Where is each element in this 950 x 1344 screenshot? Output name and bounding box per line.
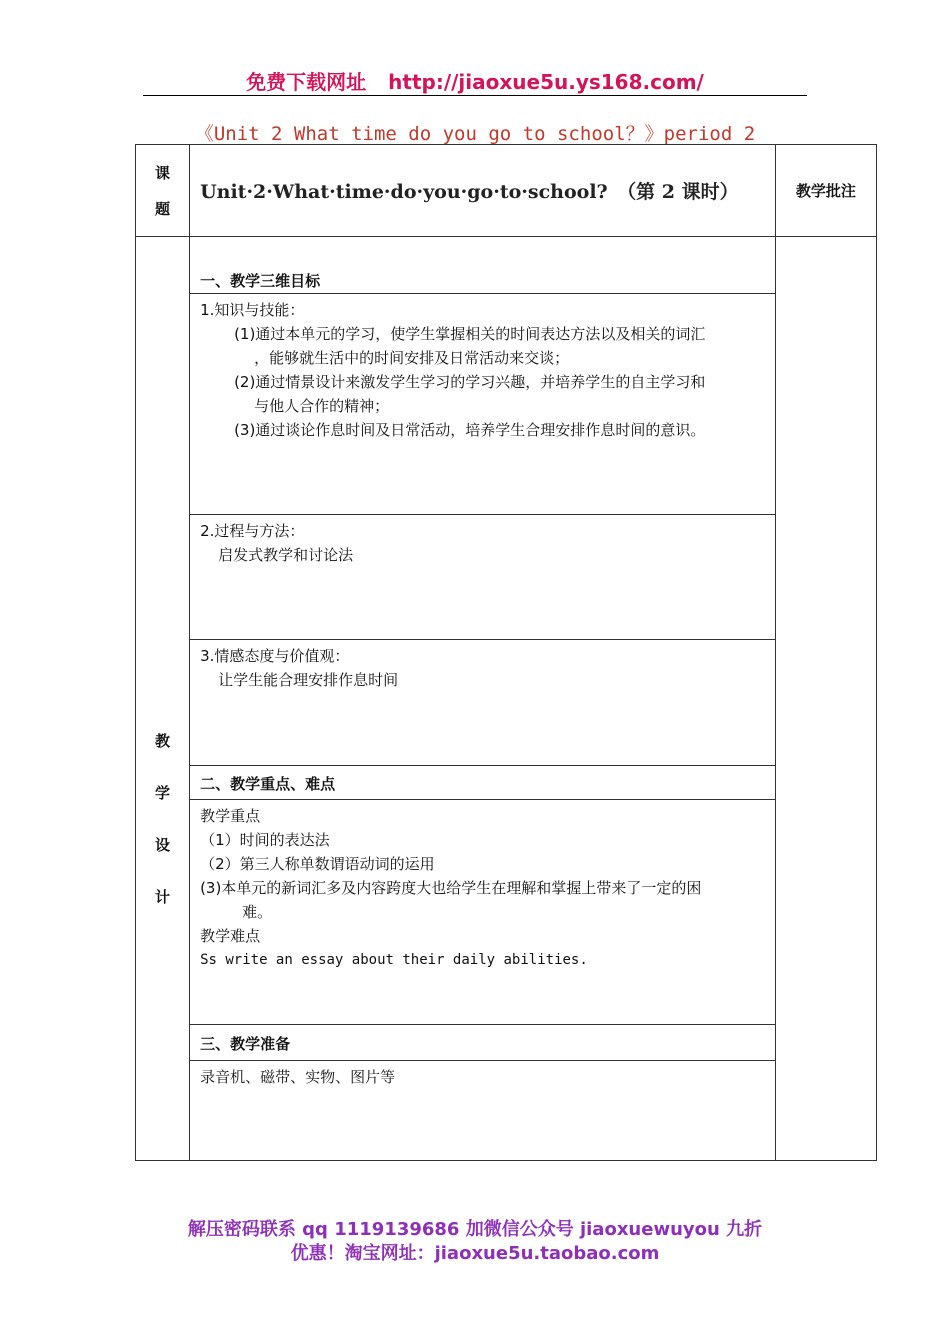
section-preparation-heading: 三、教学准备 [190,1025,776,1061]
knowledge-skills-title: 1.知识与技能： [200,301,305,319]
process-methods-text: 启发式教学和讨论法 [218,546,354,564]
footer-line-1: 解压密码联系 qq 1119139686 加微信公众号 jiaoxuewuyou 九折 [187,1219,763,1240]
knowledge-item-1-text: (1)通过本单元的学习，使学生掌握相关的时间表达方法以及相关的词汇 [234,325,706,343]
key-item-3-cont: 难。 [242,903,273,921]
attitude-values-text: 让学生能合理安排作息时间 [218,671,399,689]
topic-label-char-2: 题 [155,199,171,218]
knowledge-item-2-cont: 与他人合作的精神； [254,397,390,415]
keypoints-cell [190,800,776,1025]
key-item-1: （1）时间的表达法 [200,831,330,849]
download-label: 免费下载网址 [246,70,367,94]
knowledge-skills-cell [190,294,776,515]
course-title: Unit·2·What·time·do·you·go·to·school? （第 2 课时） [190,145,776,237]
difficulty-text: Ss write an essay about their daily abilities. [200,952,588,968]
lesson-plan-table [135,144,877,1161]
design-label-char-3: 设 [155,835,171,854]
key-points-label: 教学重点 [200,807,261,825]
preparation-cell [190,1061,776,1161]
key-item-3-text: (3)本单元的新词汇多及内容跨度大也给学生在理解和掌握上带来了一定的困 [200,879,702,897]
section-objectives-heading: 一、教学三维目标 [190,237,776,294]
annotation-column [775,237,876,1161]
document-title: 《Unit 2 What time do you go to school？》period 2 [194,123,756,145]
attitude-values-title: 3.情感态度与价值观： [200,647,350,665]
topic-label-char-1: 课 [155,163,171,182]
footer-line-2: 优惠！淘宝网址：jiaoxue5u.taobao.com [290,1243,660,1264]
download-header [0,66,950,95]
key-item-3 [200,876,765,924]
design-label-char-1: 教 [155,731,171,750]
knowledge-item-1-cont: ，能够就生活中的时间安排及日常活动来交谈； [254,349,570,367]
knowledge-item-2-text: (2)通过情景设计来激发学生学习的学习兴趣，并培养学生的自主学习和 [234,373,706,391]
knowledge-item-3 [200,418,765,442]
download-url-link[interactable]: http://jiaoxue5u.ys168.com/ [388,70,704,94]
section-keypoints-heading: 二、教学重点、难点 [190,766,776,800]
knowledge-item-1 [200,322,765,370]
process-methods-cell [190,515,776,640]
knowledge-item-3-text: (3)通过谈论作息时间及日常活动，培养学生合理安排作息时间的意识。 [234,421,706,439]
process-methods-title: 2.过程与方法： [200,522,305,540]
preparation-text: 录音机、磁带、实物、图片等 [200,1068,396,1086]
topic-label-cell [136,145,190,237]
key-item-2: （2）第三人称单数谓语动词的运用 [200,855,435,873]
design-label-char-2: 学 [155,783,171,802]
knowledge-item-2 [200,370,765,418]
header-divider [143,95,807,96]
footer-notice [0,1218,950,1266]
design-label-char-4: 计 [155,887,171,906]
difficulty-label: 教学难点 [200,927,261,945]
design-label-cell [136,237,190,1161]
annotation-header: 教学批注 [775,145,876,237]
attitude-values-cell [190,640,776,766]
